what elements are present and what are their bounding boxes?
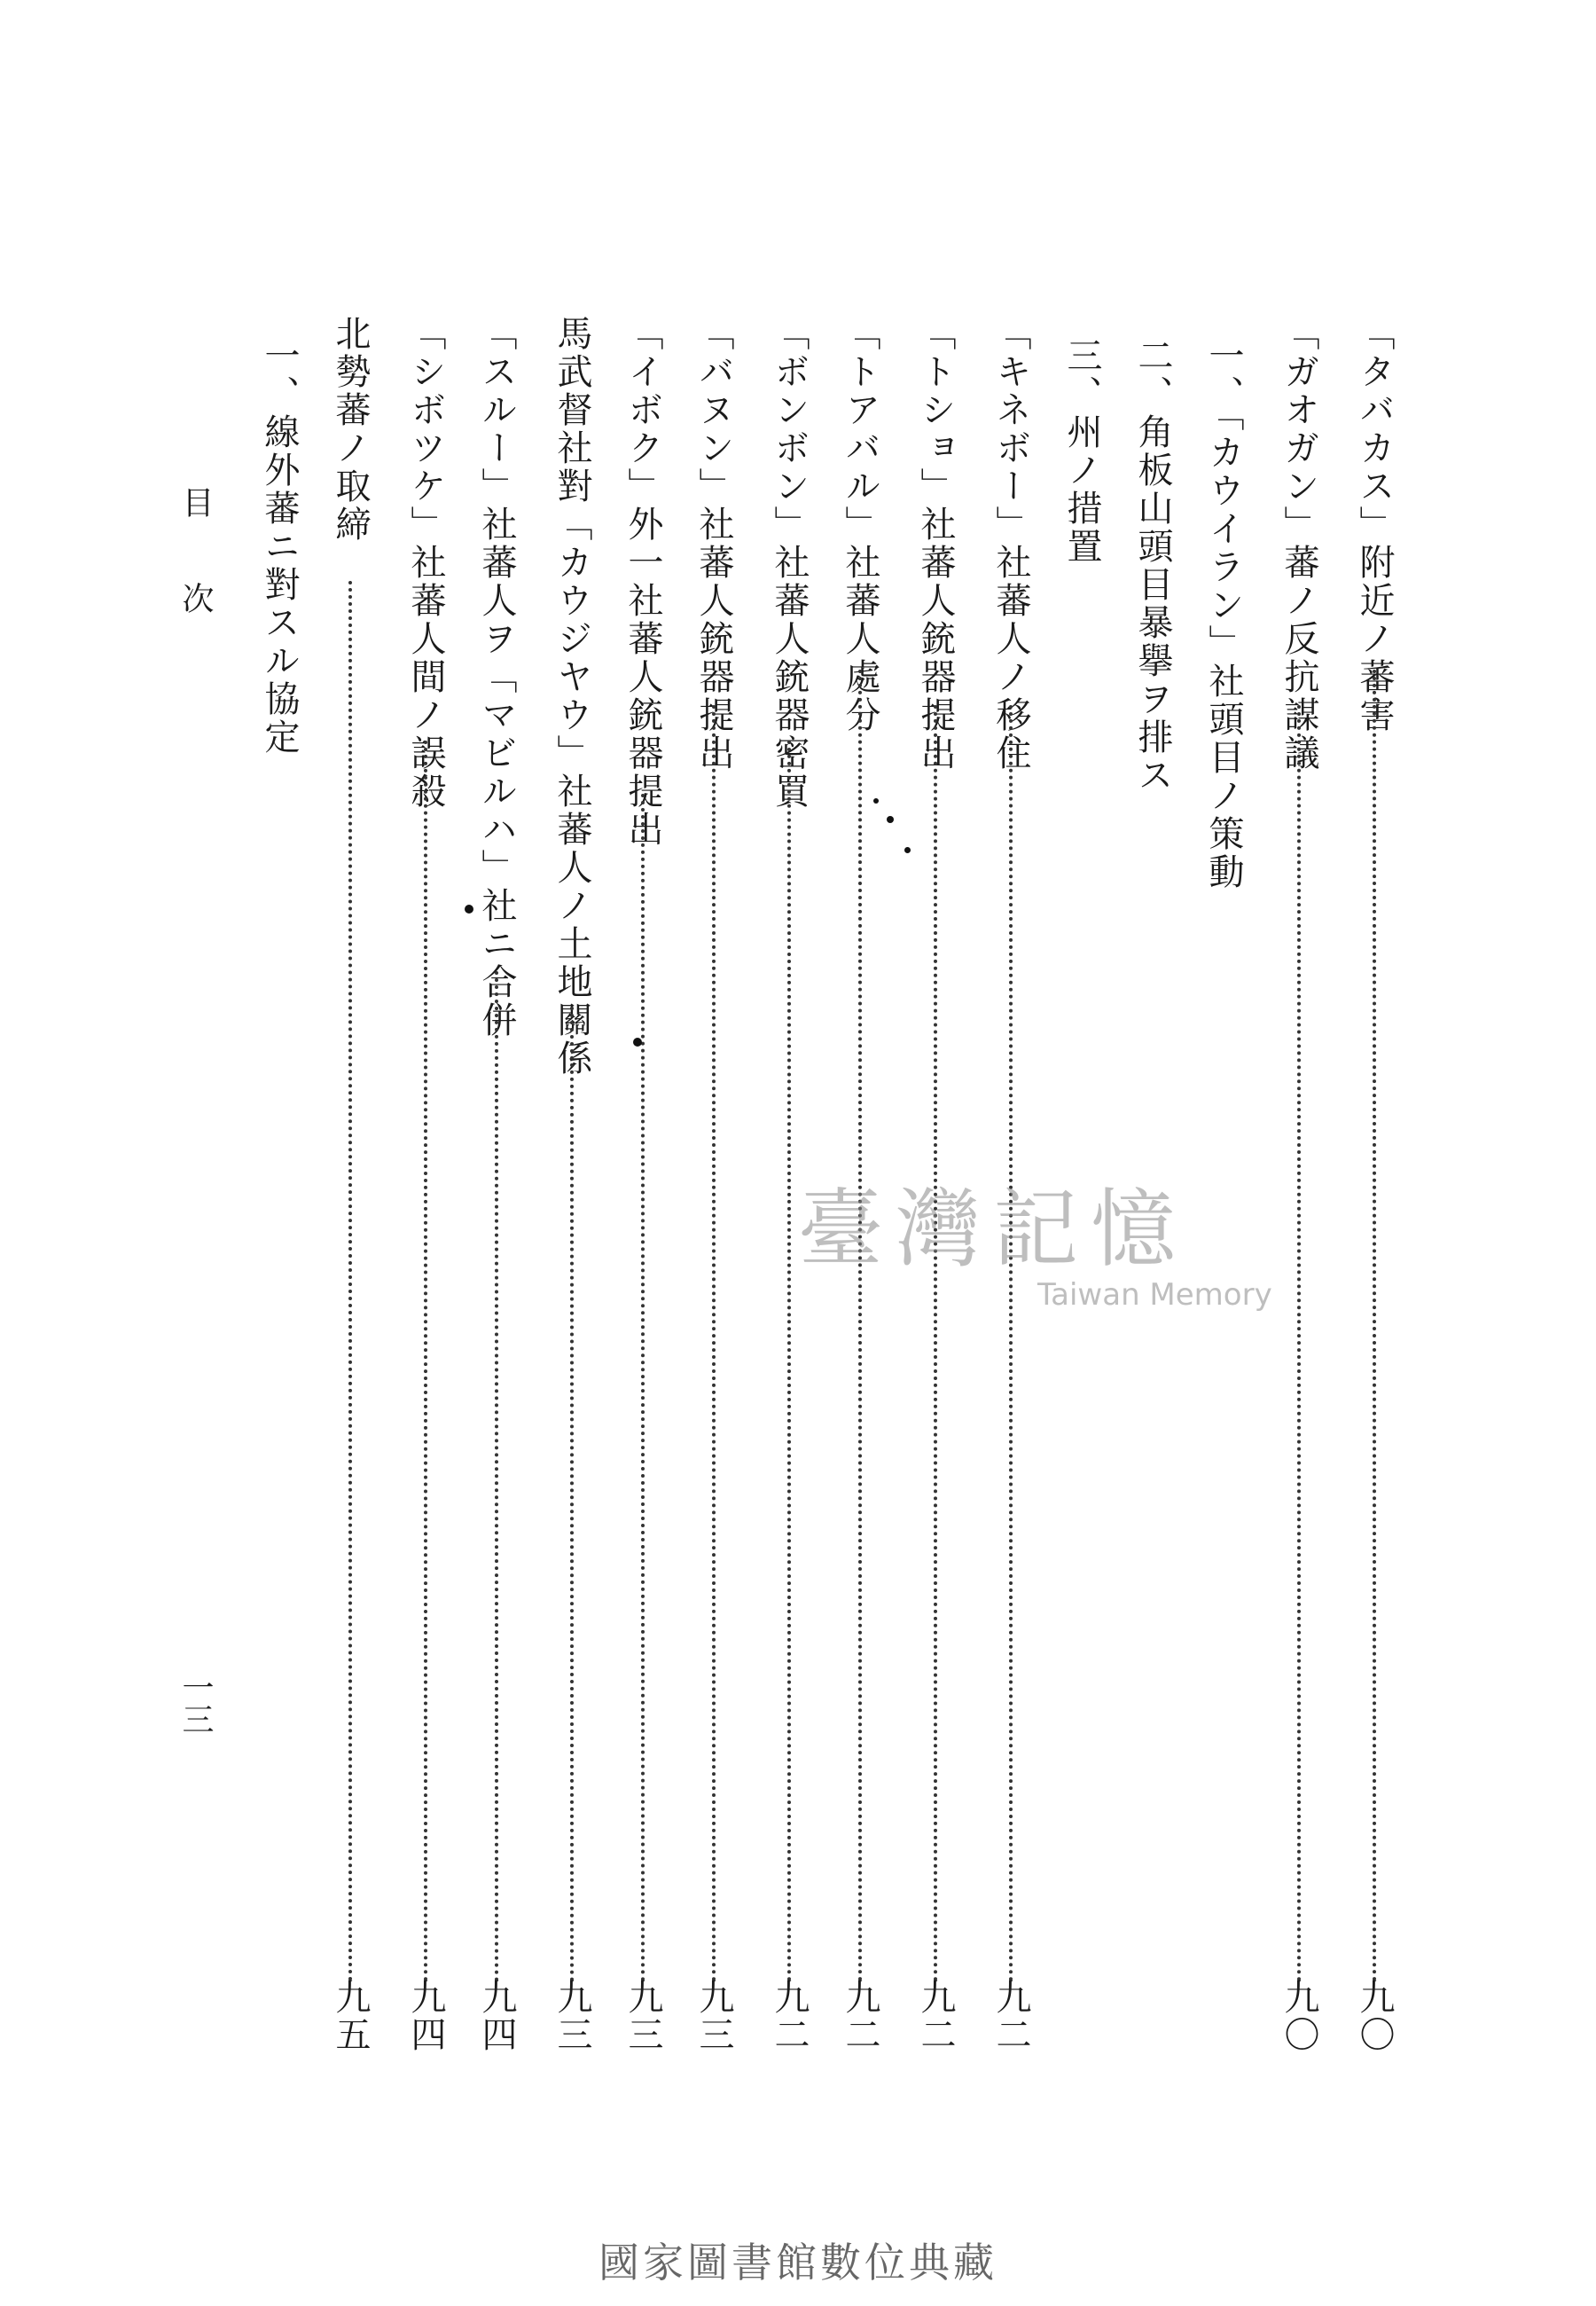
toc-entry-page: 九二 [769, 1979, 810, 2053]
toc-entry-page: 九四 [476, 1979, 517, 2053]
toc-entry-title: 「スルー」社蕃人ヲ「マビルハ」社ニ合併 [476, 315, 517, 1039]
scan-speck [633, 1038, 642, 1047]
toc-entry [545, 315, 598, 2053]
library-footer: 國家圖書館數位典藏 [598, 2239, 998, 2286]
toc-entry [687, 315, 740, 2053]
scan-speck [465, 905, 473, 914]
dot-leader [570, 1007, 577, 1982]
toc-entry-title: 「キネボー」社蕃人ノ移住 [990, 315, 1031, 773]
toc-entry-title: 「シボツケ」社蕃人間ノ誤殺 [405, 315, 446, 811]
dot-leader [641, 794, 648, 1982]
scan-speck [904, 847, 911, 853]
toc-entry-title: 「イボク」外一社蕃人銃器提出 [622, 315, 663, 849]
dot-leader [1009, 705, 1016, 1982]
toc-entry-page: 九三 [693, 1979, 734, 2053]
running-head-section: 目 次 [177, 486, 214, 614]
scan-speck [873, 798, 879, 804]
dot-leader [495, 971, 502, 1982]
dot-leader [1373, 670, 1380, 1982]
toc-entry-page: 九四 [405, 1979, 446, 2053]
toc-entry-title: 一、線外蕃ニ對スル協定 [259, 337, 300, 757]
toc-entry-page: 九二 [915, 1979, 956, 2053]
toc-entry-title: 三、州ノ措置 [1061, 337, 1102, 566]
dot-leader [787, 741, 794, 1982]
toc-entry-title: 「トアバル」社蕃人處分 [840, 315, 880, 734]
scan-speck [887, 816, 894, 823]
toc-entry-title: 北勢蕃ノ取締 [330, 315, 371, 544]
toc-entry [470, 315, 523, 2053]
toc-entry-title: 「ボンボン」社蕃人銃器密買 [769, 315, 810, 811]
dot-leader [348, 581, 356, 1982]
toc-entry-page: 九五 [330, 1979, 371, 2053]
toc-entry-title: 「トショ」社蕃人銃器提出 [915, 315, 956, 773]
toc-entry [616, 315, 669, 2053]
toc-entry-title: 「ガオガン」蕃ノ反抗謀議 [1279, 315, 1319, 773]
dot-leader [712, 705, 719, 1982]
dot-leader [1297, 705, 1304, 1982]
toc-entry-page: 九三 [622, 1979, 663, 2053]
toc-entry-title: 馬武督社對「カウジヤウ」社蕃人ノ土地關係 [552, 315, 592, 1078]
watermark-english: Taiwan Memory [1037, 1277, 1272, 1313]
toc-entry-page: 九三 [552, 1979, 592, 2053]
toc-entry-page: 九二 [840, 1979, 880, 2053]
toc-entry-title: 二、角板山頭目暴擧ヲ排ス [1132, 337, 1173, 795]
watermark-chinese: 臺灣記憶 [798, 1180, 1188, 1279]
toc-entry-title: 「バヌン」社蕃人銃器提出 [693, 315, 734, 773]
toc-entry [1348, 315, 1401, 2053]
toc-entry [399, 315, 452, 2053]
toc-entry [253, 337, 306, 2075]
toc-entry-page: 九〇 [1354, 1979, 1395, 2053]
toc-entry-page: 九〇 [1279, 1979, 1319, 2053]
toc-entry-title: 一、「カウイラン」社頭目ノ策動 [1203, 337, 1244, 891]
folio: 一三 [177, 1671, 214, 1735]
dot-leader [424, 741, 431, 1982]
dot-leader [934, 705, 941, 1982]
toc-entry-page: 九二 [990, 1979, 1031, 2053]
toc-entry-title: 「タバカス」附近ノ蕃害 [1354, 315, 1395, 734]
taiwan-memory-watermark [798, 1162, 1295, 1330]
toc-entry [324, 315, 377, 2053]
